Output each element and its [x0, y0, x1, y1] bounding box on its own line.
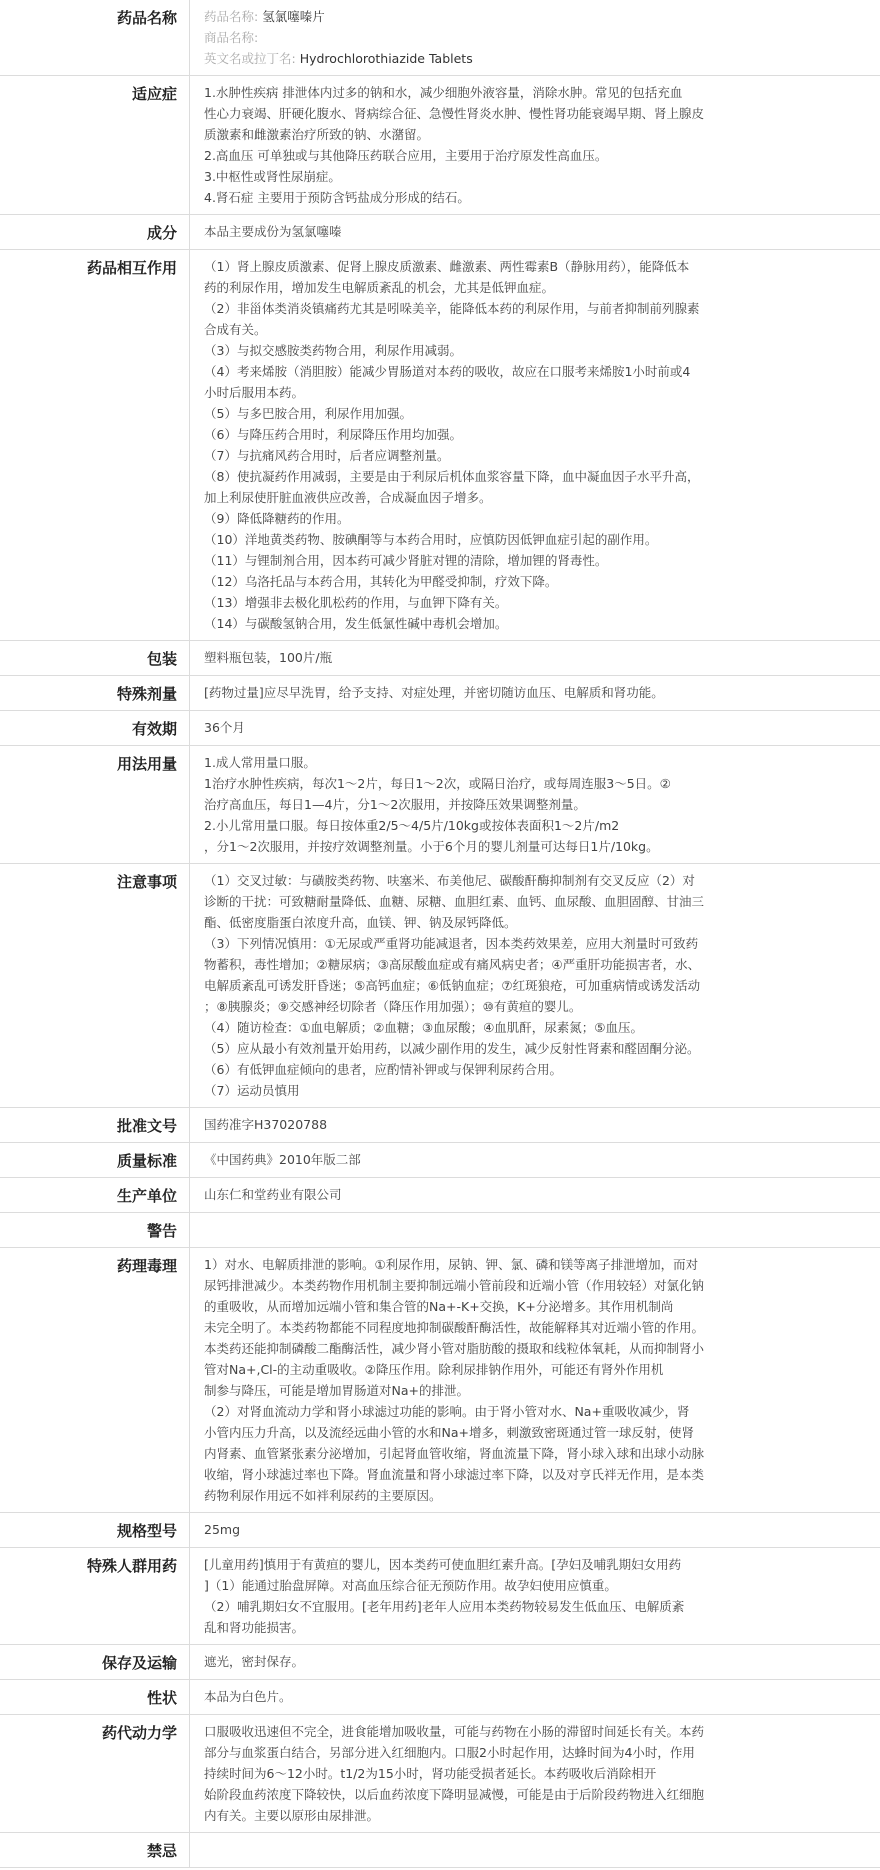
row-label: 特殊剂量: [0, 676, 190, 710]
row-label: 药代动力学: [0, 1715, 190, 1832]
row-label: 批准文号: [0, 1108, 190, 1142]
row-value: 口服吸收迅速但不完全，进食能增加吸收量，可能与药物在小肠的滞留时间延长有关。本药 部分与血浆蛋白结合，另部分进入红细胞内。口服2小时起作用，达蜂时间为4小时，作用 持续时间为6～12小时。t1/2为15小时，肾功能受损者延长。本药吸收后消除相开 始阶段血药浓度下降较快，以后血药浓度下降明显减慢，可能是由于后阶段药物进入红细胞 内有关。主要以原形由尿排泄。: [204, 1724, 705, 1823]
trade-name-key: 商品名称:: [204, 30, 259, 45]
row-ingredients: [0, 215, 880, 250]
row-warning: [0, 1213, 880, 1248]
common-name-key: 药品名称:: [204, 9, 259, 24]
row-label: 警告: [0, 1213, 190, 1247]
row-approval: [0, 1108, 880, 1143]
row-label: 禁忌: [0, 1833, 190, 1867]
row-drug-name: [0, 0, 880, 76]
common-name-value: 氢氯噻嗪片: [262, 9, 325, 24]
row-label: 质量标准: [0, 1143, 190, 1177]
drug-name-value: [190, 0, 880, 75]
row-value: 国药准字H37020788: [204, 1117, 328, 1132]
row-value: 《中国药典》2010年版二部: [204, 1152, 361, 1167]
row-validity: [0, 711, 880, 746]
row-indications: [0, 76, 880, 215]
common-name-line: [204, 6, 868, 27]
row-value: 1.成人常用量口服。 1治疗水肿性疾病，每次1～2片，每日1～2次，或隔日治疗，或每周连服3～5日。② 治疗高血压，每日1—4片，分1～2次服用，并按降压效果调整剂量。 2.小儿常用量口服。每日按体重2/5～4/5片/10kg或按体表面积1～2片/m2 ，分1～2次服用，并按疗效调整剂量。小于6个月的婴儿剂量可达每日1片/10kg。: [204, 755, 671, 854]
row-label: 注意事项: [0, 864, 190, 1107]
row-value: [190, 1833, 880, 1867]
row-value: [190, 1213, 880, 1247]
row-package: [0, 641, 880, 676]
latin-name-key: 英文名或拉丁名:: [204, 51, 296, 66]
row-label: 生产单位: [0, 1178, 190, 1212]
row-value: （1）交叉过敏：与磺胺类药物、呋塞米、布美他尼、碳酸酐酶抑制剂有交叉反应（2）对 诊断的干扰：可致糖耐量降低、血糖、尿糖、血胆红素、血钙、血尿酸、血胆固醇、甘油三 酯、低密度脂蛋白浓度升高，血镁、钾、钠及尿钙降低。 （3）下列情况慎用：①无尿或严重肾功能减退者，因本类药效果差，应用大剂量时可致药 物蓄积，毒性增加；②糖尿病；③高尿酸血症或有痛风病史者；④严重肝功能损害者，水、 电解质紊乱可诱发肝昏迷；⑤高钙血症；⑥低钠血症；⑦红斑狼疮，可加重病情或诱发活动 ；⑧胰腺炎；⑨交感神经切除者（降压作用加强）；⑩有黄疸的婴儿。 （4）随访检查：①血电解质；②血糖；③血尿酸；④血肌酐，尿素氮；⑤血压。 （5）应从最小有效剂量开始用药，以减少副作用的发生，减少反射性肾素和醛固酮分泌。 （6）有低钾血症倾向的患者，应酌情补钾或与保钾利尿药合用。 （7）运动员慎用: [204, 873, 705, 1098]
row-label: 药品相互作用: [0, 250, 190, 640]
row-label: 成分: [0, 215, 190, 249]
row-value: 山东仁和堂药业有限公司: [204, 1187, 342, 1202]
row-value: 本品主要成份为氢氯噻嗪: [204, 224, 342, 239]
info-rows: [0, 76, 880, 1868]
row-standard: [0, 1143, 880, 1178]
row-label: 规格型号: [0, 1513, 190, 1547]
row-value: 1）对水、电解质排泄的影响。①利尿作用，尿钠、钾、氯、磷和镁等离子排泄增加，而对 尿钙排泄减少。本类药物作用机制主要抑制远端小管前段和近端小管（作用较轻）对氯化钠 的重吸收，从而增加远端小管和集合管的Na+-K+交换，K+分泌增多。其作用机制尚 未完全明了。本类药物都能不同程度地抑制碳酸酐酶活性，故能解释其对近端小管的作用。 本类药还能抑制磷酸二酯酶活性，减少肾小管对脂肪酸的摄取和线粒体氧耗，从而抑制肾小 管对Na+,Cl-的主动重吸收。②降压作用。除利尿排钠作用外，可能还有肾外作用机 制参与降压，可能是增加胃肠道对Na+的排泄。 （2）对肾血流动力学和肾小球滤过功能的影响。由于肾小管对水、Na+重吸收减少，肾 小管内压力升高，以及流经远曲小管的水和Na+增多，刺激致密斑通过管一球反射，使肾 内肾素、血管紧张素分泌增加，引起肾血管收缩，肾血流量下降，肾小球入球和出球小动脉 收缩，肾小球滤过率也下降。肾血流量和肾小球滤过率下降，以及对亨氏袢无作用，是本类 药物利尿作用远不如袢利尿药的主要原因。: [204, 1257, 705, 1503]
row-label: 适应症: [0, 76, 190, 214]
row-label: 有效期: [0, 711, 190, 745]
row-value: 遮光，密封保存。: [204, 1654, 305, 1669]
row-contraindications: [0, 1833, 880, 1868]
row-special-population: [0, 1548, 880, 1645]
row-value: （1）肾上腺皮质激素、促肾上腺皮质激素、雌激素、两性霉素B（静脉用药），能降低本 药的利尿作用，增加发生电解质紊乱的机会，尤其是低钾血症。 （2）非甾体类消炎镇痛药尤其是吲哚美辛，能降低本药的利尿作用，与前者抑制前列腺素 合成有关。 （3）与拟交感胺类药物合用，利尿作用减弱。 （4）考来烯胺（消胆胺）能减少胃肠道对本药的吸收，故应在口服考来烯胺1小时前或4 小时后服用本药。 （5）与多巴胺合用，利尿作用加强。 （6）与降压药合用时，利尿降压作用均加强。 （7）与抗痛风药合用时，后者应调整剂量。 （8）使抗凝药作用减弱，主要是由于利尿后机体血浆容量下降，血中凝血因子水平升高， 加上利尿使肝脏血液供应改善，合成凝血因子增多。 （9）降低降糖药的作用。 （10）洋地黄类药物、胺碘酮等与本药合用时，应慎防因低钾血症引起的副作用。 （11）与锂制剂合用，因本药可减少肾脏对锂的清除，增加锂的肾毒性。 （12）乌洛托品与本药合用，其转化为甲醛受抑制，疗效下降。 （13）增强非去极化肌松药的作用，与血钾下降有关。 （14）与碳酸氢钠合用，发生低氯性碱中毒机会增加。: [204, 259, 700, 631]
row-precautions: [0, 864, 880, 1108]
row-value: 36个月: [204, 720, 245, 735]
row-value: [药物过量]应尽早洗胃，给予支持、对症处理，并密切随访血压、电解质和肾功能。: [204, 685, 664, 700]
row-interactions: [0, 250, 880, 641]
row-manufacturer: [0, 1178, 880, 1213]
row-label: 用法用量: [0, 746, 190, 863]
row-pharmacokinetics: [0, 1715, 880, 1833]
trade-name-line: [204, 27, 868, 48]
latin-name-line: [204, 48, 868, 69]
row-specification: [0, 1513, 880, 1548]
row-value: 本品为白色片。: [204, 1689, 292, 1704]
row-value: 25mg: [204, 1522, 241, 1537]
row-value: [儿童用药]慎用于有黄疸的婴儿，因本类药可使血胆红素升高。[孕妇及哺乳期妇女用药 ]（1）能通过胎盘屏障。对高血压综合征无预防作用。故孕妇使用应慎重。 （2）哺乳期妇女不宜服用。[老年用药]老年人应用本类药物较易发生低血压、电解质紊 乱和肾功能损害。: [204, 1557, 685, 1635]
row-description: [0, 1680, 880, 1715]
row-pharmacology: [0, 1248, 880, 1513]
row-label: 药理毒理: [0, 1248, 190, 1512]
row-overdose: [0, 676, 880, 711]
row-label: 包装: [0, 641, 190, 675]
row-value: 1.水肿性疾病 排泄体内过多的钠和水，减少细胞外液容量，消除水肿。常见的包括充血 性心力衰竭、肝硬化腹水、肾病综合征、急慢性肾炎水肿、慢性肾功能衰竭早期、肾上腺皮 质激素和雌激素治疗所致的钠、水潴留。 2.高血压 可单独或与其他降压药联合应用，主要用于治疗原发性高血压。 3.中枢性或肾性尿崩症。 4.肾石症 主要用于预防含钙盐成分形成的结石。: [204, 85, 705, 205]
row-label: 特殊人群用药: [0, 1548, 190, 1644]
row-label: 性状: [0, 1680, 190, 1714]
row-storage: [0, 1645, 880, 1680]
row-label: 药品名称: [0, 0, 190, 75]
row-label: 保存及运输: [0, 1645, 190, 1679]
row-dosage: [0, 746, 880, 864]
row-value: 塑料瓶包装，100片/瓶: [204, 650, 333, 665]
latin-name-value: Hydrochlorothiazide Tablets: [299, 51, 473, 66]
